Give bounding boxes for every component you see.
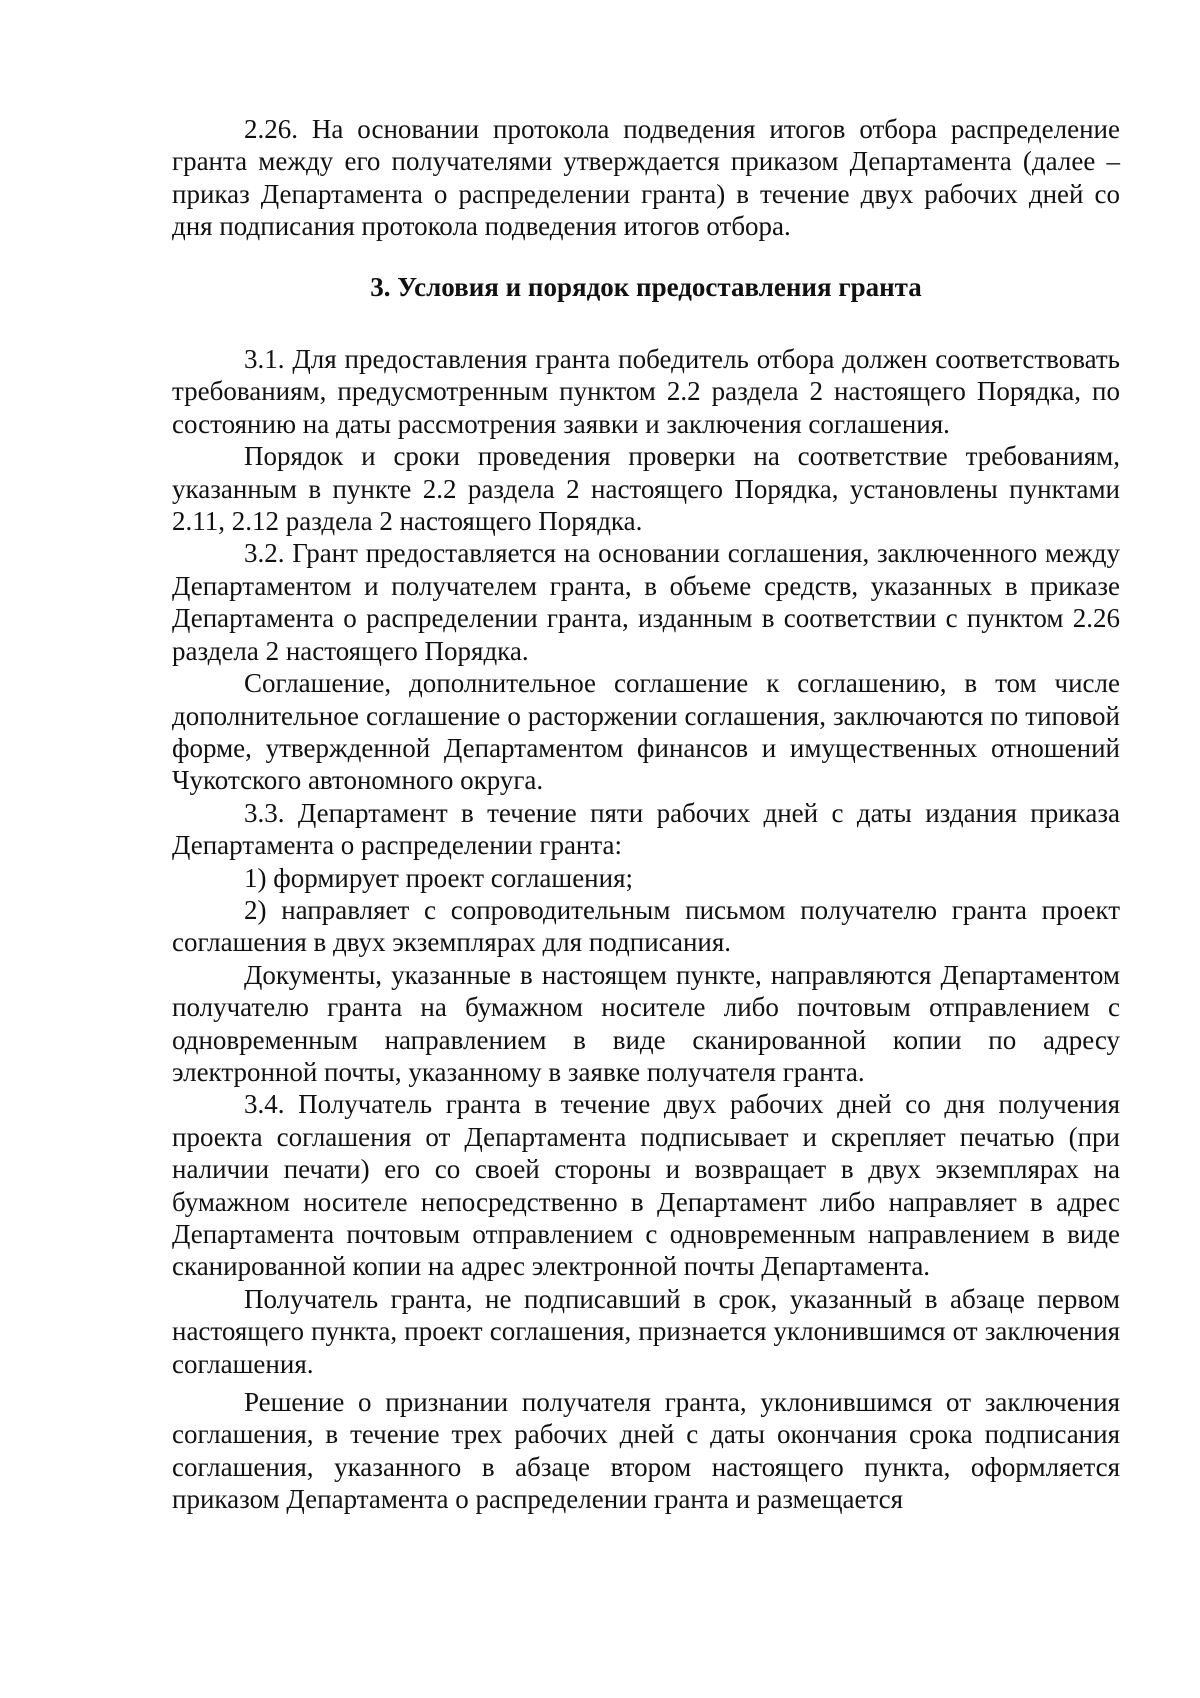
paragraph-documents-sent: Документы, указанные в настоящем пункте, направляются Департаментом получателю гранта на бумажном носителе либо почтовым отправлением с одновременным направлением в виде сканированной копии по адресу электронной почты, указанному в заявке получателя гранта.	[172, 959, 1120, 1087]
paragraph-evasion: Получатель гранта, не подписавший в срок, указанный в абзаце первом настоящего пункта, проект соглашения, признается уклонившимся от заключения соглашения.	[172, 1283, 1120, 1379]
section-heading: 3. Условия и порядок предоставления гранта	[370, 271, 922, 302]
list-item-2: 2) направляет с сопроводительным письмом получателю гранта проект соглашения в двух экземплярах для подписания.	[172, 894, 1120, 958]
paragraph-3-1: 3.1. Для предоставления гранта победитель отбора должен соответствовать требованиям, предусмотренным пунктом 2.2 раздела 2 настоящего Порядка, по состоянию на даты рассмотрения заявки и заключения соглашения.	[172, 344, 1120, 439]
paragraph-decision: Решение о признании получателя гранта, уклонившимся от заключения соглашения, в течение трех рабочих дней с даты окончания срока подписания соглашения, указанного в абзаце втором настоящего пункта, оформляется приказом Департамента о распределении гранта и размещается	[172, 1387, 1120, 1515]
document-body	[172, 113, 1120, 1516]
paragraph-2-26: 2.26. На основании протокола подведения итогов отбора распределение гранта между его получателями утверждается приказом Департамента (далее – приказ Департамента о распределении гранта) в течение двух рабочих дней со дня подписания протокола подведения итогов отбора.	[172, 114, 1120, 242]
paragraph-3-3: 3.3. Департамент в течение пяти рабочих дней с даты издания приказа Департамента о распределении гранта:	[172, 797, 1120, 861]
paragraph-3-2: 3.2. Грант предоставляется на основании соглашения, заключенного между Департаментом и получателем гранта, в объеме средств, указанных в приказе Департамента о распределении гранта, изданным в соответствии с пунктом 2.26 раздела 2 настоящего Порядка.	[172, 538, 1120, 666]
list-item-1: 1) формирует проект соглашения;	[244, 862, 633, 893]
paragraph-agreement-form: Соглашение, дополнительное соглашение к соглашению, в том числе дополнительное соглашение о расторжении соглашения, заключаются по типовой форме, утвержденной Департаментом финансов и имущественных отношений Чукотского автономного округа.	[172, 668, 1120, 796]
paragraph-3-4: 3.4. Получатель гранта в течение двух рабочих дней со дня получения проекта соглашения от Департамента подписывает и скрепляет печатью (при наличии печати) его со своей стороны и возвращает в двух экземплярах на бумажном носителе непосредственно в Департамент либо направляет в адрес Департамента почтовым отправлением с одновременным направлением в виде сканированной копии на адрес электронной почты Департамента.	[172, 1089, 1120, 1282]
paragraph-verification-order: Порядок и сроки проведения проверки на соответствие требованиям, указанным в пункте 2.2 раздела 2 настоящего Порядка, установлены пунктами 2.11, 2.12 раздела 2 настоящего Порядка.	[172, 441, 1120, 537]
